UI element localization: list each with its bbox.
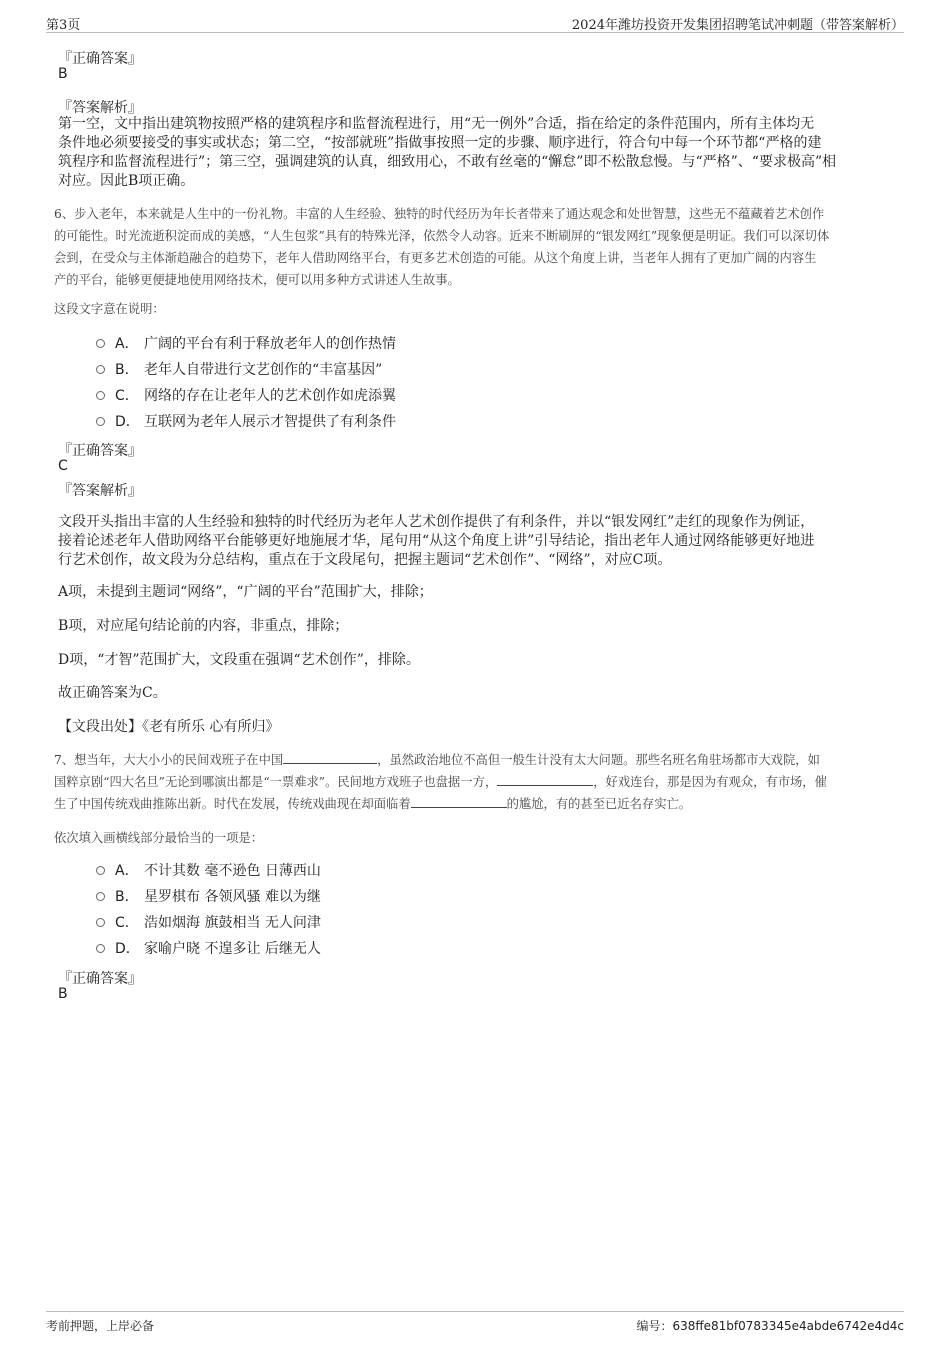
radio-icon[interactable] — [96, 866, 105, 875]
q6-item-b: B项，对应尾句结论前的内容，非重点，排除； — [58, 618, 349, 634]
radio-icon[interactable] — [96, 918, 105, 927]
stem-line: 会到，在受众与主体渐趋融合的趋势下，老年人借助网络平台，有更多艺术创造的可能。从这个角度上讲，当老年人拥有了更加广阔的内容生 — [54, 251, 817, 265]
q6-prompt: 这段文字意在说明： — [54, 302, 165, 316]
analysis-line: 第一空，文中指出建筑物按照严格的建筑程序和监督流程进行，用“无一例外”合适，指在给定的条件范围内，所有主体均无 — [58, 116, 815, 132]
stem-text: ，虽然政治地位不高但一般生计没有太大问题。那些名班名角驻场都市大戏院，如 — [377, 753, 820, 767]
document-title: 2024年潍坊投资开发集团招聘笔试冲刺题（带答案解析） — [571, 18, 904, 33]
radio-icon[interactable] — [96, 892, 105, 901]
footer-slogan: 考前押题，上岸必备 — [46, 1319, 155, 1333]
stem-line: 的可能性。时光流逝积淀而成的美感，“人生包浆”具有的特殊光泽，依然令人动容。近来不断刷屏的“银发网红”现象便是明证。我们可以深切体 — [54, 229, 830, 243]
q6-source: 【文段出处】《老有所乐 心有所归》 — [58, 719, 280, 735]
q6-item-d: D项，“才智”范围扩大，文段重在强调“艺术创作”，排除。 — [58, 652, 420, 668]
q6-analysis-label: 『答案解析』 — [58, 483, 142, 499]
option-letter: D． — [115, 414, 140, 430]
stem-text: 的尴尬，有的甚至已近名存实亡。 — [506, 797, 692, 811]
radio-icon[interactable] — [96, 417, 105, 426]
stem-line — [54, 771, 904, 793]
radio-icon[interactable] — [96, 391, 105, 400]
q7-answer-label: 『正确答案』 — [58, 971, 142, 987]
stem-line: 产的平台，能够更便捷地使用网络技术，便可以用多种方式讲述人生故事。 — [54, 273, 460, 287]
q5-analysis — [58, 115, 908, 191]
option-text: 家喻户晓 不遑多让 后继无人 — [144, 941, 321, 957]
q6-answer: C — [58, 458, 68, 474]
q6-analysis — [58, 513, 908, 570]
fill-blank-3[interactable] — [411, 795, 507, 808]
stem-text: 国粹京剧“四大名旦”无论到哪演出都是“一票难求”。民间地方戏班子也盘据一方， — [54, 775, 498, 789]
analysis-line: 行艺术创作，故文段为分总结构，重点在于文段尾句，把握主题词“艺术创作”、“网络”，对应C项。 — [58, 552, 672, 568]
code-value: 638ffe81bf0783345e4abde6742e4d4c — [672, 1319, 904, 1333]
analysis-line: 接着论述老年人借助网络平台能够更好地施展才华，尾句用“从这个角度上讲”引导结论，指出老年人通过网络能够更好地进 — [58, 533, 815, 549]
q7-prompt: 依次填入画横线部分最恰当的一项是： — [54, 831, 264, 845]
q5-answer-label: 『正确答案』 — [58, 51, 142, 67]
q7-answer: B — [58, 986, 68, 1002]
radio-icon[interactable] — [96, 339, 105, 348]
analysis-line: 筑程序和监督流程进行”；第三空，强调建筑的认真，细致用心，不敢有丝毫的“懈怠”即不松散怠慢。与“严格”、“要求极高”相 — [58, 154, 837, 170]
stem-line — [54, 749, 904, 771]
stem-line: 6、步入老年，本来就是人生中的一份礼物。丰富的人生经验、独特的时代经历为年长者带来了通达观念和处世智慧，这些无不蕴藏着艺术创作 — [54, 207, 825, 221]
fill-blank-1[interactable] — [283, 751, 377, 764]
option-letter: B． — [115, 889, 139, 905]
option-text: 广阔的平台有利于释放老年人的创作热情 — [144, 336, 396, 352]
option-letter: C． — [115, 915, 139, 931]
page-footer — [46, 1311, 904, 1338]
stem-line — [54, 793, 904, 815]
q7-stem — [54, 749, 904, 815]
document-code — [636, 1317, 904, 1334]
analysis-line: 文段开头指出丰富的人生经验和独特的时代经历为老年人艺术创作提供了有利条件，并以“银发网红”走红的现象作为例证， — [58, 514, 815, 530]
option-letter: A． — [115, 336, 139, 352]
stem-text: ，好戏连台，那是因为有观众，有市场，催 — [593, 775, 827, 789]
analysis-line: 对应。因此B项正确。 — [58, 173, 195, 189]
q5-analysis-label: 『答案解析』 — [58, 100, 142, 116]
q6-answer-label: 『正确答案』 — [58, 443, 142, 459]
page-number: 第3页 — [46, 18, 81, 33]
fill-blank-2[interactable] — [497, 773, 593, 786]
option-text: 星罗棋布 各领风骚 难以为继 — [144, 889, 321, 905]
option-text: 互联网为老年人展示才智提供了有利条件 — [144, 414, 396, 430]
option-letter: A． — [115, 863, 139, 879]
option-text: 浩如烟海 旗鼓相当 无人问津 — [144, 915, 321, 931]
q6-conclusion: 故正确答案为C。 — [58, 685, 167, 701]
option-letter: B． — [115, 362, 139, 378]
option-letter: D． — [115, 941, 140, 957]
option-letter: C． — [115, 388, 139, 404]
option-text: 不计其数 毫不逊色 日薄西山 — [144, 863, 321, 879]
q5-answer: B — [58, 66, 68, 82]
analysis-line: 条件地必须要接受的事实或状态；第二空，“按部就班”指做事按照一定的步骤、顺序进行，符合句中每一个环节都“严格的建 — [58, 135, 822, 151]
stem-text: 7、想当年，大大小小的民间戏班子在中国 — [54, 753, 284, 767]
code-label: 编号： — [636, 1319, 673, 1333]
radio-icon[interactable] — [96, 944, 105, 953]
q6-stem — [54, 203, 904, 291]
q6-item-a: A项，未提到主题词“网络”，“广阔的平台”范围扩大，排除； — [58, 584, 433, 600]
page-header — [46, 10, 904, 33]
radio-icon[interactable] — [96, 365, 105, 374]
option-text: 网络的存在让老年人的艺术创作如虎添翼 — [144, 388, 396, 404]
option-text: 老年人自带进行文艺创作的“丰富基因” — [144, 362, 383, 378]
stem-text: 生了中国传统戏曲推陈出新。时代在发展，传统戏曲现在却面临着 — [54, 797, 411, 811]
